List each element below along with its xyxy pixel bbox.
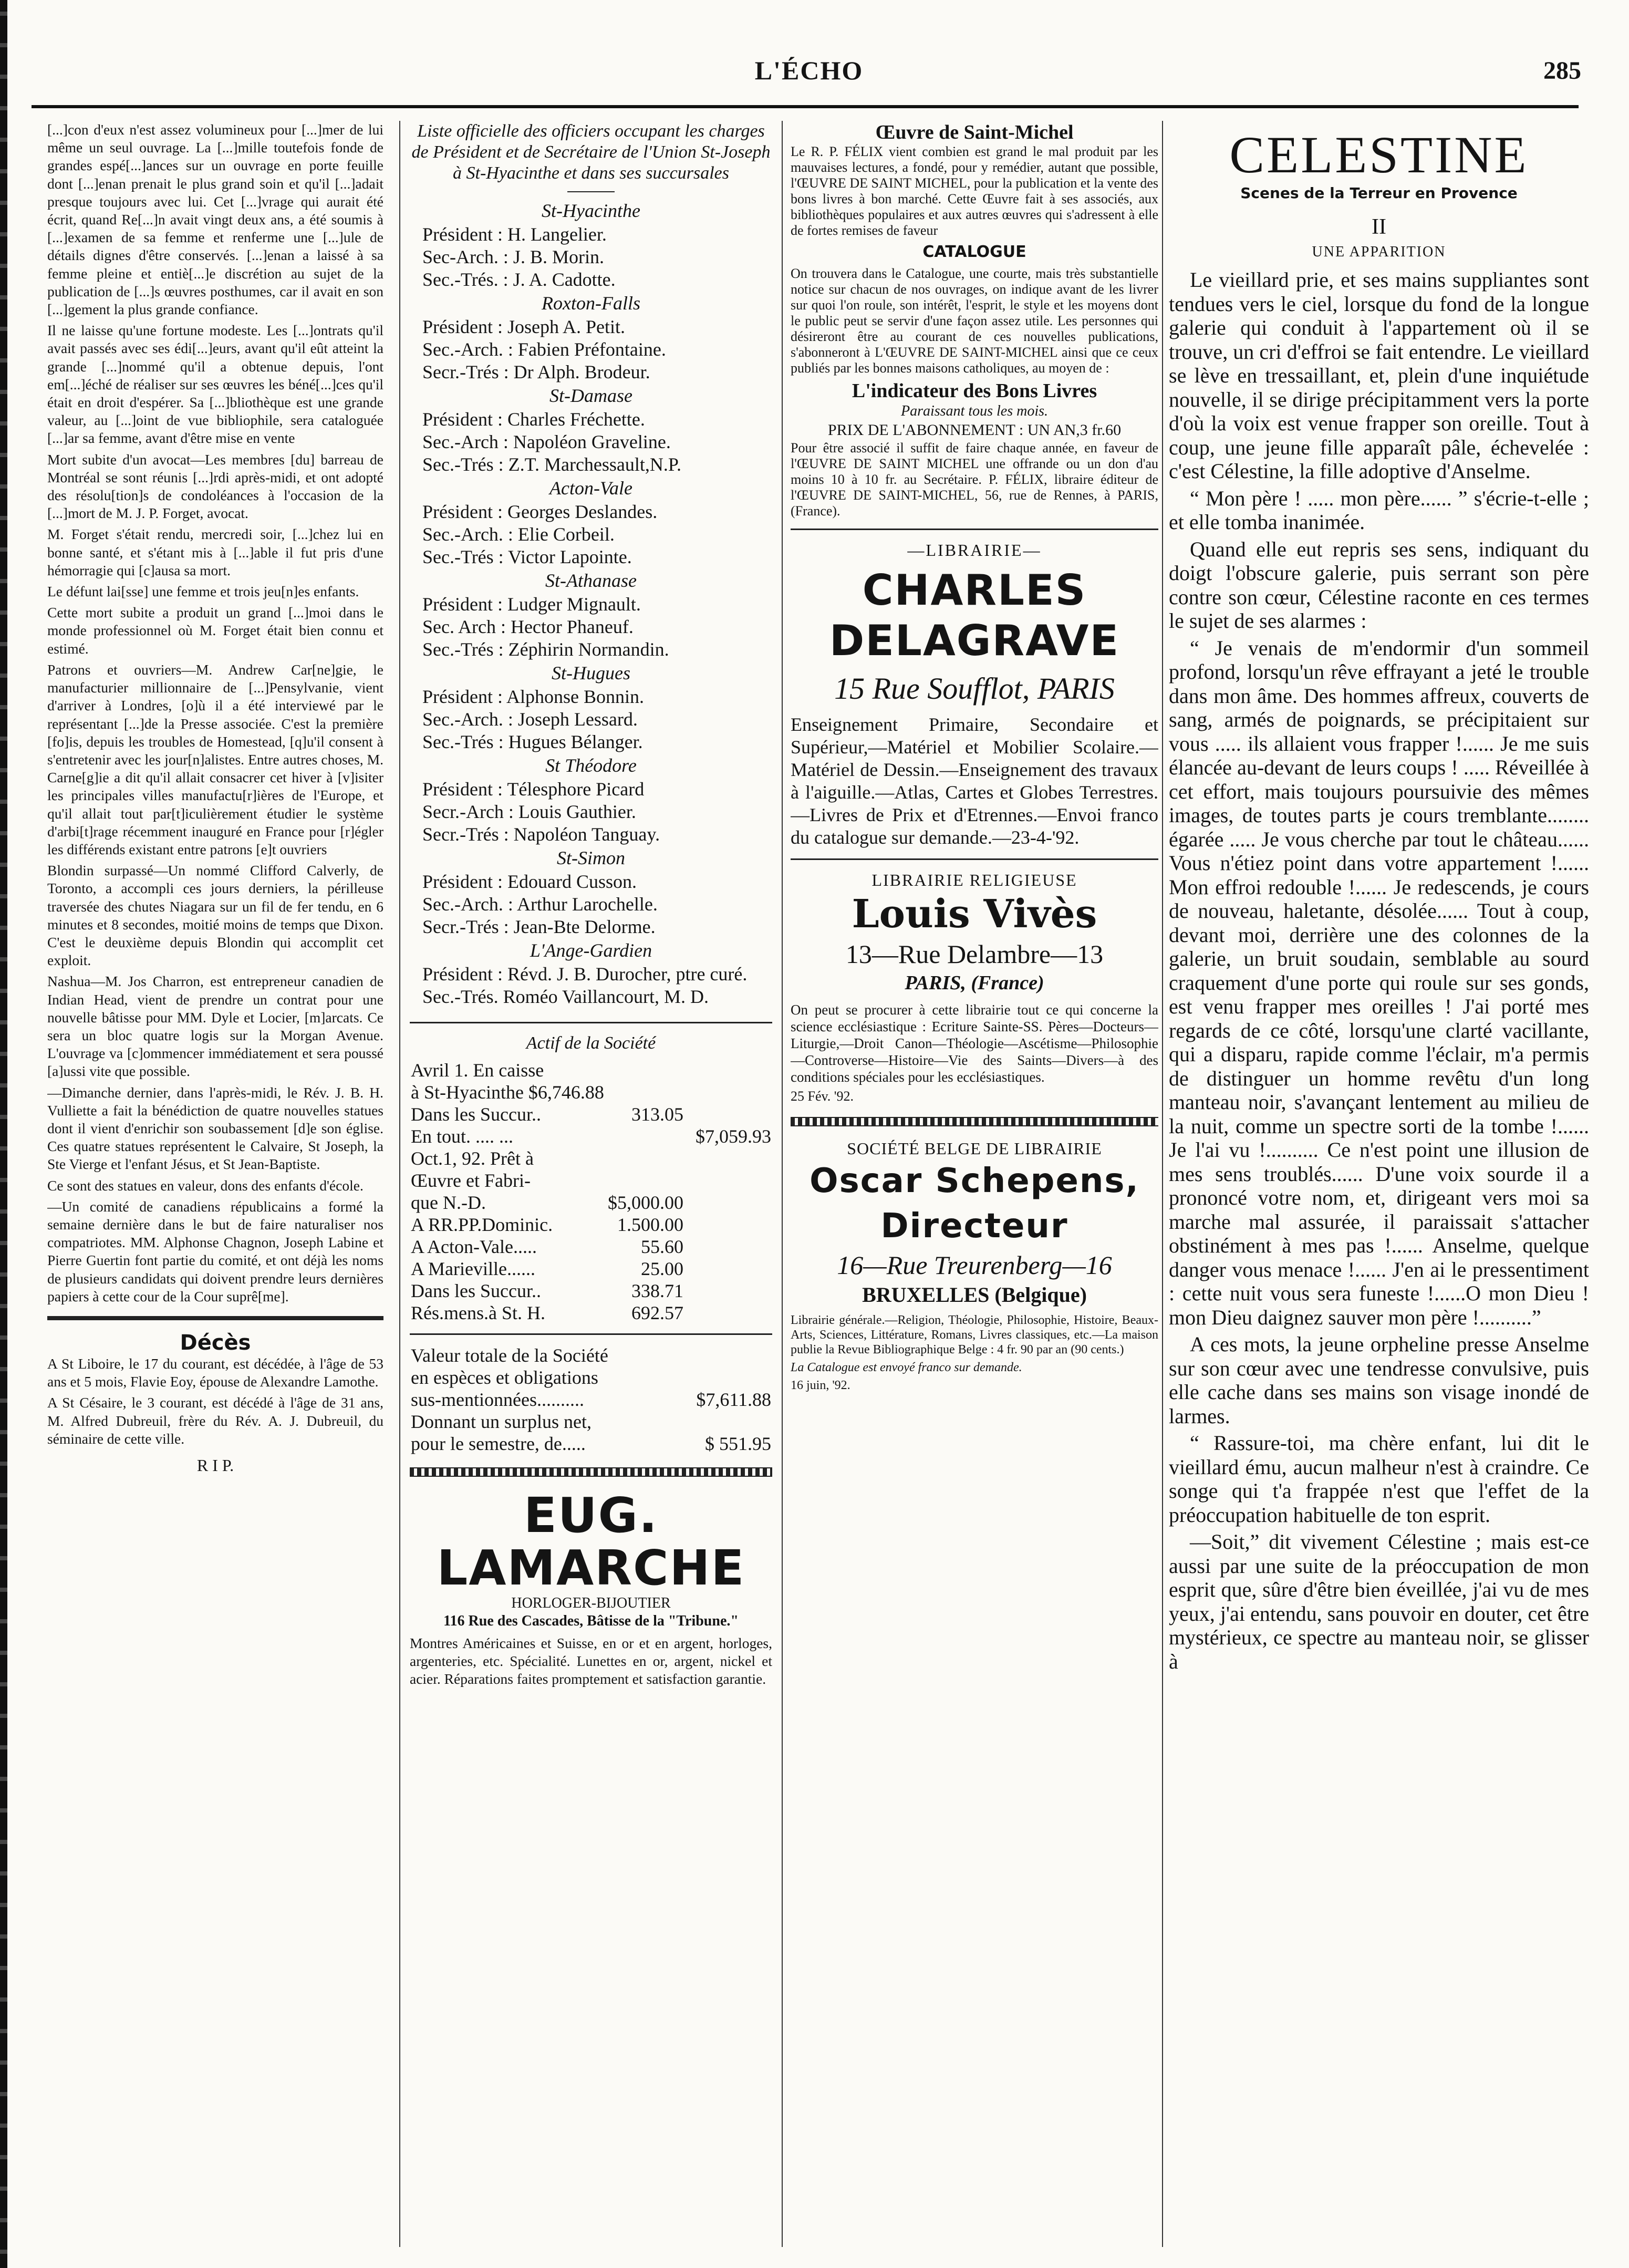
chapter-number: II [1372, 215, 1386, 239]
actif-label: Dans les Succur.. [411, 1280, 541, 1301]
officer-row: Président : Edouard Cusson. [422, 871, 637, 892]
actif-total [684, 1059, 772, 1081]
actif-amount: 55.60 [641, 1236, 683, 1257]
officer-row: Sec.-Trés : Z.T. Marchessault,N.P. [422, 454, 681, 475]
actif-label: Avril 1. En caisse [411, 1060, 544, 1081]
article-paragraph: Patrons et ouvriers—M. Andrew Car[ne]gie, le manufacturier millionnaire de [...]Pensylvanie, vient d'arriver à Londres, [o]ù il a été interviewé par le représentant [...]de la Presse associée. C'est la première [fo]is, depuis les troubles de Homestead, [q]u'il consent à s'entretenir avec les jour[n]alistes. Entre autres choses, M. Carne[g]ie a dit qu'il allait consacrer cet hiver à [v]isiter les principales villes manufactu[r]ières de l'Europe, et qu'il allait tout par[t]iculièrement étudier le système d'arbi[t]rage récemment inauguré en France pour [r]égler les différends existant entre patrons [e]t ouvriers [47, 661, 383, 857]
actif-total [684, 1169, 772, 1192]
vives-city: PARIS, (France) [905, 972, 1044, 994]
table-row [410, 1169, 772, 1192]
actif-total [684, 1192, 772, 1214]
schepens-name: Oscar Schepens, Directeur [810, 1162, 1139, 1246]
article-paragraph: Blondin surpassé—Un nommé Clifford Calverly, de Toronto, a accompli ces jours derniers, la périlleuse traversée des chutes Niagara sur un fil de fer tendu, en 6 minutes et 8 secondes, moitié moins de temps que Dixon. C'est le deuxième depuis Blondin qui accomplit cet exploit. [47, 862, 383, 969]
parish-heading: Acton-Vale [549, 478, 632, 499]
page-binding-edge [0, 0, 7, 2268]
actif-amount: 25.00 [641, 1258, 683, 1279]
column-serial [1169, 121, 1589, 2247]
deces-notice: A St Liboire, le 17 du courant, est décédée, à l'âge de 53 ans et 5 mois, Flavie Eoy, épouse de Alexandre Lamothe. [47, 1355, 383, 1390]
table-row [410, 1103, 772, 1125]
actif-label: Dans les Succur.. [411, 1104, 541, 1125]
column-divider [1162, 121, 1163, 2247]
table-row [410, 1280, 772, 1302]
story-paragraph: “ Rassure-toi, ma chère enfant, lui dit le vieillard ému, aucun malheur n'est à craindre. Ce songe qui t'a frappée n'est que l'effet de la préoccupation habituelle de ton esprit. [1169, 1431, 1589, 1527]
table-row [410, 1411, 772, 1455]
actif-total [684, 1214, 772, 1236]
association-note: Pour être associé il suffit de faire chaque année, en faveur de l'ŒUVRE DE SAINT MICHEL une offrande ou un don d'au moins 10 à 10 fr. au Secrétaire. P. FÉLIX, libraire éditeur de l'ŒUVRE DE SAINT-MICHEL, 56, rue de Rennes, à PARIS, (France). [791, 440, 1158, 519]
table-row [410, 1302, 772, 1324]
article-paragraph: —Un comité de canadiens républicains a formé la semaine dernière dans le but de faire naturaliser nos compatriotes. MM. Alphonse Chagnon, Joseph Labine et Pierre Guertin font partie du comité, et ont déjà les noms de plusieurs candidats qui doivent prendre leurs dernières papiers à cette cour de la Cour suprê[me]. [47, 1198, 383, 1304]
table-row [410, 1081, 772, 1103]
officer-row: Sec.-Trés : Zéphirin Normandin. [422, 639, 669, 660]
serial-subtitle: Scenes de la Terreur en Provence [1240, 184, 1518, 202]
story-paragraph: “ Mon père ! ..... mon père...... ” s'écrie-t-elle ; et elle tomba inanimée. [1169, 486, 1589, 534]
delambre-address: 13—Rue Delambre—13 [845, 939, 1104, 969]
deces-notice: A St Césaire, le 3 courant, est décédé à l'âge de 31 ans, M. Alfred Dubreuil, frère du Rév. A. J. Dubreuil, du séminaire de cette ville. [47, 1394, 383, 1447]
parish-heading: Roxton-Falls [542, 293, 640, 314]
surplus-amount: $ 551.95 [705, 1433, 771, 1454]
serial-title: CELESTINE [1229, 126, 1529, 184]
actif-label: que N.-D. [411, 1192, 486, 1213]
article-paragraph: Le défunt lai[sse] une femme et trois jeu[n]es enfants. [47, 583, 359, 600]
parish-heading: St-Hugues [552, 662, 630, 683]
parish-heading: St-Athanase [545, 570, 637, 591]
page-number: 285 [1543, 57, 1581, 85]
actif-amount: 313.05 [631, 1104, 683, 1125]
actif-label: Oct.1, 92. Prêt à [411, 1148, 534, 1169]
religieuse-label: LIBRAIRIE RELIGIEUSE [871, 871, 1077, 889]
officer-row: Secr.-Trés : Jean-Bte Delorme. [422, 916, 656, 937]
actif-label: Rés.mens.à St. H. [411, 1302, 545, 1323]
oeuvre-text: Le R. P. FÉLIX vient combien est grand le mal produit par les mauvaises lectures, a fondé, pour y remédier, autant que possible, l'ŒUVRE DE SAINT MICHEL, pour la publication et la vente des bons livres à bon marché. Cette Œuvre fait à ses associés, aux bibliothèques populaires et aux autres œuvres qui s'adressent à elle de fortes remises de faveur [791, 144, 1158, 238]
valeur-amount: $7,611.88 [696, 1389, 771, 1410]
column-news [47, 121, 383, 2247]
officer-row: Secr.-Trés : Dr Alph. Brodeur. [422, 361, 650, 382]
article-paragraph: Il ne laisse qu'une fortune modeste. Les [...]ontrats qu'il avait passés avec ses édi[...]eurs, avant qu'il eût atteint la grande [...]nommé qu'il a obtenue depuis, l'ont em[...]éché de réaliser sur ses œuvres les béné[...]ces qu'il était en droit d'espérer. Sa [...]bliothèque est une grande valeur, au [...]oint de vue bibliophile, sera cataloguée [...]ar sa femme, avant d'être mise en vente [47, 322, 383, 447]
oeuvre-heading: Œuvre de Saint-Michel [875, 121, 1074, 143]
surplus-label: Donnant un surplus net, pour le semestre, de..... [411, 1411, 592, 1454]
bruxelles-city: BRUXELLES (Belgique) [862, 1283, 1087, 1307]
belge-label: SOCIÉTÉ BELGE DE LIBRAIRIE [847, 1139, 1102, 1158]
table-row [410, 1147, 772, 1169]
delagrave-text: Enseignement Primaire, Secondaire et Supérieur,—Matériel et Mobilier Scolaire.—Matériel de Dessin.—Enseignement des travaux à l'aiguille.—Atlas, Cartes et Globes Terrestres.—Livres de Prix et d'Etrennes.—Envoi franco du catalogue sur demande.—23-4-'92. [791, 714, 1158, 848]
actif-total [684, 1258, 772, 1280]
actif-amount [606, 1081, 684, 1103]
table-row [410, 1214, 772, 1236]
officer-row: Sec.-Trés. Roméo Vaillancourt, M. D. [422, 986, 709, 1007]
catalogue-text: On trouvera dans le Catalogue, une courte, mais très substantielle notice sur chacun de nos ouvrages, on indique avant de les livrer sur quoi l'on roule, son intérêt, l'esprit, le style et les moyens dont le public peut se servir d'une façon assez utile. Les personnes qui désireront être au courant de ces nouvelles publications, s'abonneront à L'ŒUVRE DE SAINT-MICHEL ainsi que ce ceux publiés par les bonnes maisons catholiques, au moyen de : [791, 266, 1158, 376]
actif-amount: $5,000.00 [608, 1192, 683, 1213]
actif-total [684, 1103, 772, 1125]
story-paragraph: —Soit,” dit vivement Célestine ; mais est-ce aussi par une suite de la préoccupation de mon esprit que, sûre d'être bien éveillée, j'ai vu de mes yeux, j'ai entendu, sans pouvoir en douter, cet être mystérieux, ce spectre au manteau noir, se glisser à [1169, 1530, 1589, 1673]
actif-label: à St-Hyacinthe $6,746.88 [411, 1082, 604, 1103]
table-row [410, 1344, 772, 1411]
officer-row: Sec.-Arch. : Joseph Lessard. [422, 709, 638, 730]
officer-row: Sec.-Trés : Victor Lapointe. [422, 546, 632, 567]
valeur-table [410, 1344, 772, 1455]
abonnement-price: PRIX DE L'ABONNEMENT : UN AN,3 fr.60 [827, 421, 1122, 439]
officer-row: Sec.-Trés : Hugues Bélanger. [422, 731, 643, 752]
actif-amount: 1.500.00 [617, 1214, 683, 1235]
column-divider [399, 121, 400, 2247]
table-row [410, 1258, 772, 1280]
story-paragraph: “ Je venais de m'endormir d'un sommeil profond, lorsqu'un rêve effrayant a jeté le trouble dans mon âme. Des hommes affreux, couverts de sang, armés de poignards, se précipitaient sur vous ..... ils allaient vous frapper !...... Je me suis élancée au-devant de leurs coups ! ..... Réveillée à cet effort, mais toujours poursuivie des mêmes images, de toutes parts je cours tremblante........ égarée ..... Je vous cherche par tout le château...... Vous n'étiez point dans votre appartement !...... Mon effroi redouble !...... Je redescends, je cours de nouveau, haletante, désolée...... Tout à coup, devant moi, derrière une des colonnes de la galerie, un bruit soudain, semblable au sourd craquement d'une porte qui roule sur ses gonds, est venu frapper mes oreilles ! J'ai porté mes regards de ce côté, lorsqu'une clarté vacillante, qui a disparu, rapide comme l'éclair, m'a permis de distinguer un homme revêtu d'un long manteau noir, s'avançant lentement au milieu de la nuit, comme un spectre sorti de la tombe !...... Je l'ai vu !.......... Ce n'est point une illusion de mes sens troublés...... D'une voix sourde il a prononcé votre nom, et, dirigeant vers moi sa marche mal assurée, il paraissait s'attacher obstinément à mes pas !...... Anselme, quelque danger vous menace !...... J'en ai le pressentiment : cette nuit vous sera funeste !......O mon Dieu ! mon Dieu daignez sauver mon père !..........” [1169, 636, 1589, 1329]
article-paragraph: M. Forget s'était rendu, mercredi soir, [...]chez lui en bonne santé, et s'étant mis à [...]able il fut pris d'une hémorragie qui [c]ausa sa mort. [47, 526, 383, 578]
delagrave-name: CHARLES DELAGRAVE [829, 566, 1120, 665]
officer-row: Président : Joseph A. Petit. [422, 316, 625, 337]
officer-row: Sec.-Arch. : Arthur Larochelle. [422, 894, 658, 915]
actif-label: En tout. .... ... [411, 1126, 513, 1147]
actif-table [410, 1059, 772, 1324]
lamarche-text: Montres Américaines et Suisse, en or et en argent, horloges, argenteries, etc. Spécialité. Lunettes en or, argent, nickel et acier. Réparations faites promptement et satisfaction garantie. [410, 1635, 772, 1687]
officer-row: Secr.-Trés : Napoléon Tanguay. [422, 824, 660, 845]
indicateur-heading: L'indicateur des Bons Livres [852, 380, 1097, 402]
actif-amount [606, 1147, 684, 1169]
decorative-rule [791, 1117, 1158, 1126]
religieuse-date: 25 Fév. '92. [791, 1089, 854, 1104]
officer-row: Président : Révd. J. B. Durocher, ptre curé. [422, 964, 748, 985]
actif-label: A Acton-Vale..... [411, 1236, 537, 1257]
parish-heading: St-Simon [557, 847, 625, 868]
table-row [410, 1059, 772, 1081]
officer-row: Président : Georges Deslandes. [422, 501, 658, 522]
article-paragraph: [...]con d'eux n'est assez volumineux pour [...]mer de lui même un seul ouvrage. La [...]mille toutefois fonde de grandes espé[...]ances sur un ouvrage en porte feuille dont [...]enan prenait le plus grand soin et qu'il [...]adait presque toujours avec lui. Cet [...]vrage qui aurait été écrit, quand Re[...]n avait vingt deux ans, a été soumis à [...]examen de sa femme et renferme une [...]ule de détails dignes d'être conservés. [...]enan a laissé à sa femme pleine et entiè[...]e discrétion au sujet de la publication de [...]s œuvres posthumes, car il avait en son [...]gement la plus grande confiance. [47, 121, 383, 318]
column-divider [782, 121, 783, 2247]
section-rule [410, 1333, 772, 1335]
decorative-rule [410, 1467, 772, 1477]
section-rule [47, 1316, 383, 1320]
actif-amount [606, 1169, 684, 1192]
short-rule [567, 191, 615, 192]
officer-row: Sec.-Arch. : Fabien Préfontaine. [422, 339, 666, 360]
actif-total [684, 1302, 772, 1324]
section-rule [410, 1022, 772, 1023]
actif-label: Œuvre et Fabri- [411, 1170, 531, 1191]
article-paragraph: Nashua—M. Jos Charron, est entrepreneur canadien de Indian Head, vient de prendre un contrat pour une nouvelle bâtisse pour MM. Dyle et Locier, [m]arcats. Ce sera un bloc quatre logis sur la Morgan Avenue. L'ouvrage va [c]ommencer immédiatement et sera poussé [a]ussi vite que possible. [47, 973, 383, 1080]
officer-row: Sec-Arch. : J. B. Morin. [422, 246, 604, 267]
article-paragraph: Mort subite d'un avocat—Les membres [du] barreau de Montréal se sont réunis [...]rdi après-midi, et ont adopté des résolu[tion]s de condoléances à l'occasion de la [...]mort de M. J. P. Forget, avocat. [47, 451, 383, 522]
rip-text: R I P. [196, 1456, 234, 1475]
indicateur-subtitle: Paraissant tous les mois. [900, 403, 1049, 419]
table-row [410, 1125, 772, 1147]
newspaper-title: L'ÉCHO [754, 56, 864, 85]
article-paragraph: —Dimanche dernier, dans l'après-midi, le Rév. J. B. H. Vulliette a fait la bénédiction de quatre nouvelles statues dont il vient d'enrichir son soubassement [d]e son église. Ces quatre statues représentent le Calvaire, St Joseph, la Ste Vierge et l'enfant Jésus, et St Jean-Baptiste. [47, 1084, 383, 1173]
catalogue-heading: CATALOGUE [922, 243, 1026, 261]
actif-total [684, 1280, 772, 1302]
officer-row: Président : Télesphore Picard [422, 779, 645, 800]
table-row [410, 1236, 772, 1258]
story-paragraph: A ces mots, la jeune orpheline presse Anselme sur son cœur avec une tendresse convulsive, puis elle cache dans ses mains son visage inondé de larmes. [1169, 1332, 1589, 1428]
table-row [410, 1192, 772, 1214]
column-ads [791, 121, 1158, 2247]
librairie-label: —LIBRAIRIE— [907, 541, 1042, 560]
column-officers [410, 121, 772, 2247]
actif-label: A RR.PP.Dominic. [411, 1214, 553, 1235]
lamarche-subtitle: HORLOGER-BIJOUTIER [511, 1595, 671, 1611]
actif-amount: 692.57 [631, 1302, 683, 1323]
officers-intro: Liste officielle des officiers occupant les charges de Président et de Secrétaire de l'Union St-Joseph à St-Hyacinthe et dans ses succursales [411, 121, 771, 183]
page-header [32, 50, 1586, 97]
officer-row: Président : H. Langelier. [422, 224, 607, 245]
parish-heading: St Théodore [545, 755, 637, 776]
article-paragraph: Cette mort subite a produit un grand [...]moi dans le monde professionnel où M. Forget était bien connu et estimé. [47, 604, 383, 657]
actif-total [684, 1236, 772, 1258]
actif-total [684, 1081, 772, 1103]
parish-heading: St-Hyacinthe [542, 200, 640, 221]
vives-name: Louis Vivès [852, 892, 1097, 937]
parish-heading: St-Damase [549, 385, 632, 406]
religieuse-text: On peut se procurer à cette librairie tout ce qui concerne la science ecclésiastique : Ecriture Sainte-SS. Pères—Docteurs—Liturgie,—Droit Canon—Théologie—Ascétisme—Philosophie—Controverse—Histoire—Vie des Saints—Divers—à des conditions spéciales pour les ecclésiastiques. [791, 1002, 1158, 1085]
actif-heading: Actif de la Société [526, 1033, 656, 1053]
parish-heading: L'Ange-Gardien [530, 940, 652, 961]
deces-heading: Décès [180, 1331, 251, 1355]
section-rule [791, 858, 1158, 860]
header-rule [32, 105, 1579, 108]
officer-row: Sec.-Trés. : J. A. Cadotte. [422, 269, 616, 290]
officer-row: Secr.-Arch : Louis Gauthier. [422, 801, 636, 822]
lamarche-title: EUG. LAMARCHE [437, 1487, 745, 1596]
belge-text: Librairie générale.—Religion, Théologie, Philosophie, Histoire, Beaux-Arts, Sciences, Littérature, Romans, Livres classiques, etc.—La maison publie la Revue Bibliographique Belge : 4 fr. 90 par an (90 cents.) [791, 1313, 1158, 1356]
story-paragraph: Le vieillard prie, et ses mains suppliantes sont tendues vers le ciel, lorsque du fond de la longue galerie qui conduit à l'appartement où il se trouve, un cri d'effroi se fait entendre. Le vieillard se lève en tressaillant, et, plein d'une inquiétude nouvelle, il se dirige précipitamment vers la porte d'où la voix est venue frapper son oreille. Tout à coup, une jeune fille apparaît pâle, échevelée : c'est Célestine, la fille adoptive d'Anselme. [1169, 268, 1589, 483]
actif-amount [606, 1125, 684, 1147]
officer-row: Sec.-Arch. : Elie Corbeil. [422, 524, 615, 545]
delagrave-address: 15 Rue Soufflot, PARIS [834, 671, 1115, 706]
actif-total [684, 1147, 772, 1169]
belge-date: 16 juin, '92. [791, 1379, 850, 1392]
officer-row: Président : Charles Fréchette. [422, 409, 645, 430]
officer-row: Sec. Arch : Hector Phaneuf. [422, 616, 634, 637]
article-paragraph: Ce sont des statues en valeur, dons des enfants d'école. [47, 1177, 364, 1194]
officer-row: Président : Alphonse Bonnin. [422, 686, 644, 707]
belge-note: La Catalogue est envoyé franco sur demande. [791, 1361, 1022, 1374]
chapter-title: UNE APPARITION [1312, 244, 1446, 260]
officers-list [410, 200, 772, 1008]
valeur-label: Valeur totale de la Société en espèces et obligations sus-mentionnées.......... [411, 1345, 608, 1410]
section-rule [791, 529, 1158, 530]
treurenberg-address: 16—Rue Treurenberg—16 [837, 1250, 1112, 1280]
actif-amount [606, 1059, 684, 1081]
actif-amount: 338.71 [631, 1280, 683, 1301]
officer-row: Président : Ludger Mignault. [422, 594, 641, 615]
lamarche-address: 116 Rue des Cascades, Bâtisse de la "Tribune." [443, 1613, 739, 1629]
actif-label: A Marieville...... [411, 1258, 535, 1279]
story-paragraph: Quand elle eut repris ses sens, indiquant du doigt l'obscure galerie, puis serrant son père contre son cœur, Célestine raconte en ces termes le sujet de ses alarmes : [1169, 537, 1589, 633]
actif-total: $7,059.93 [696, 1126, 771, 1147]
officer-row: Sec.-Arch : Napoléon Graveline. [422, 431, 671, 452]
